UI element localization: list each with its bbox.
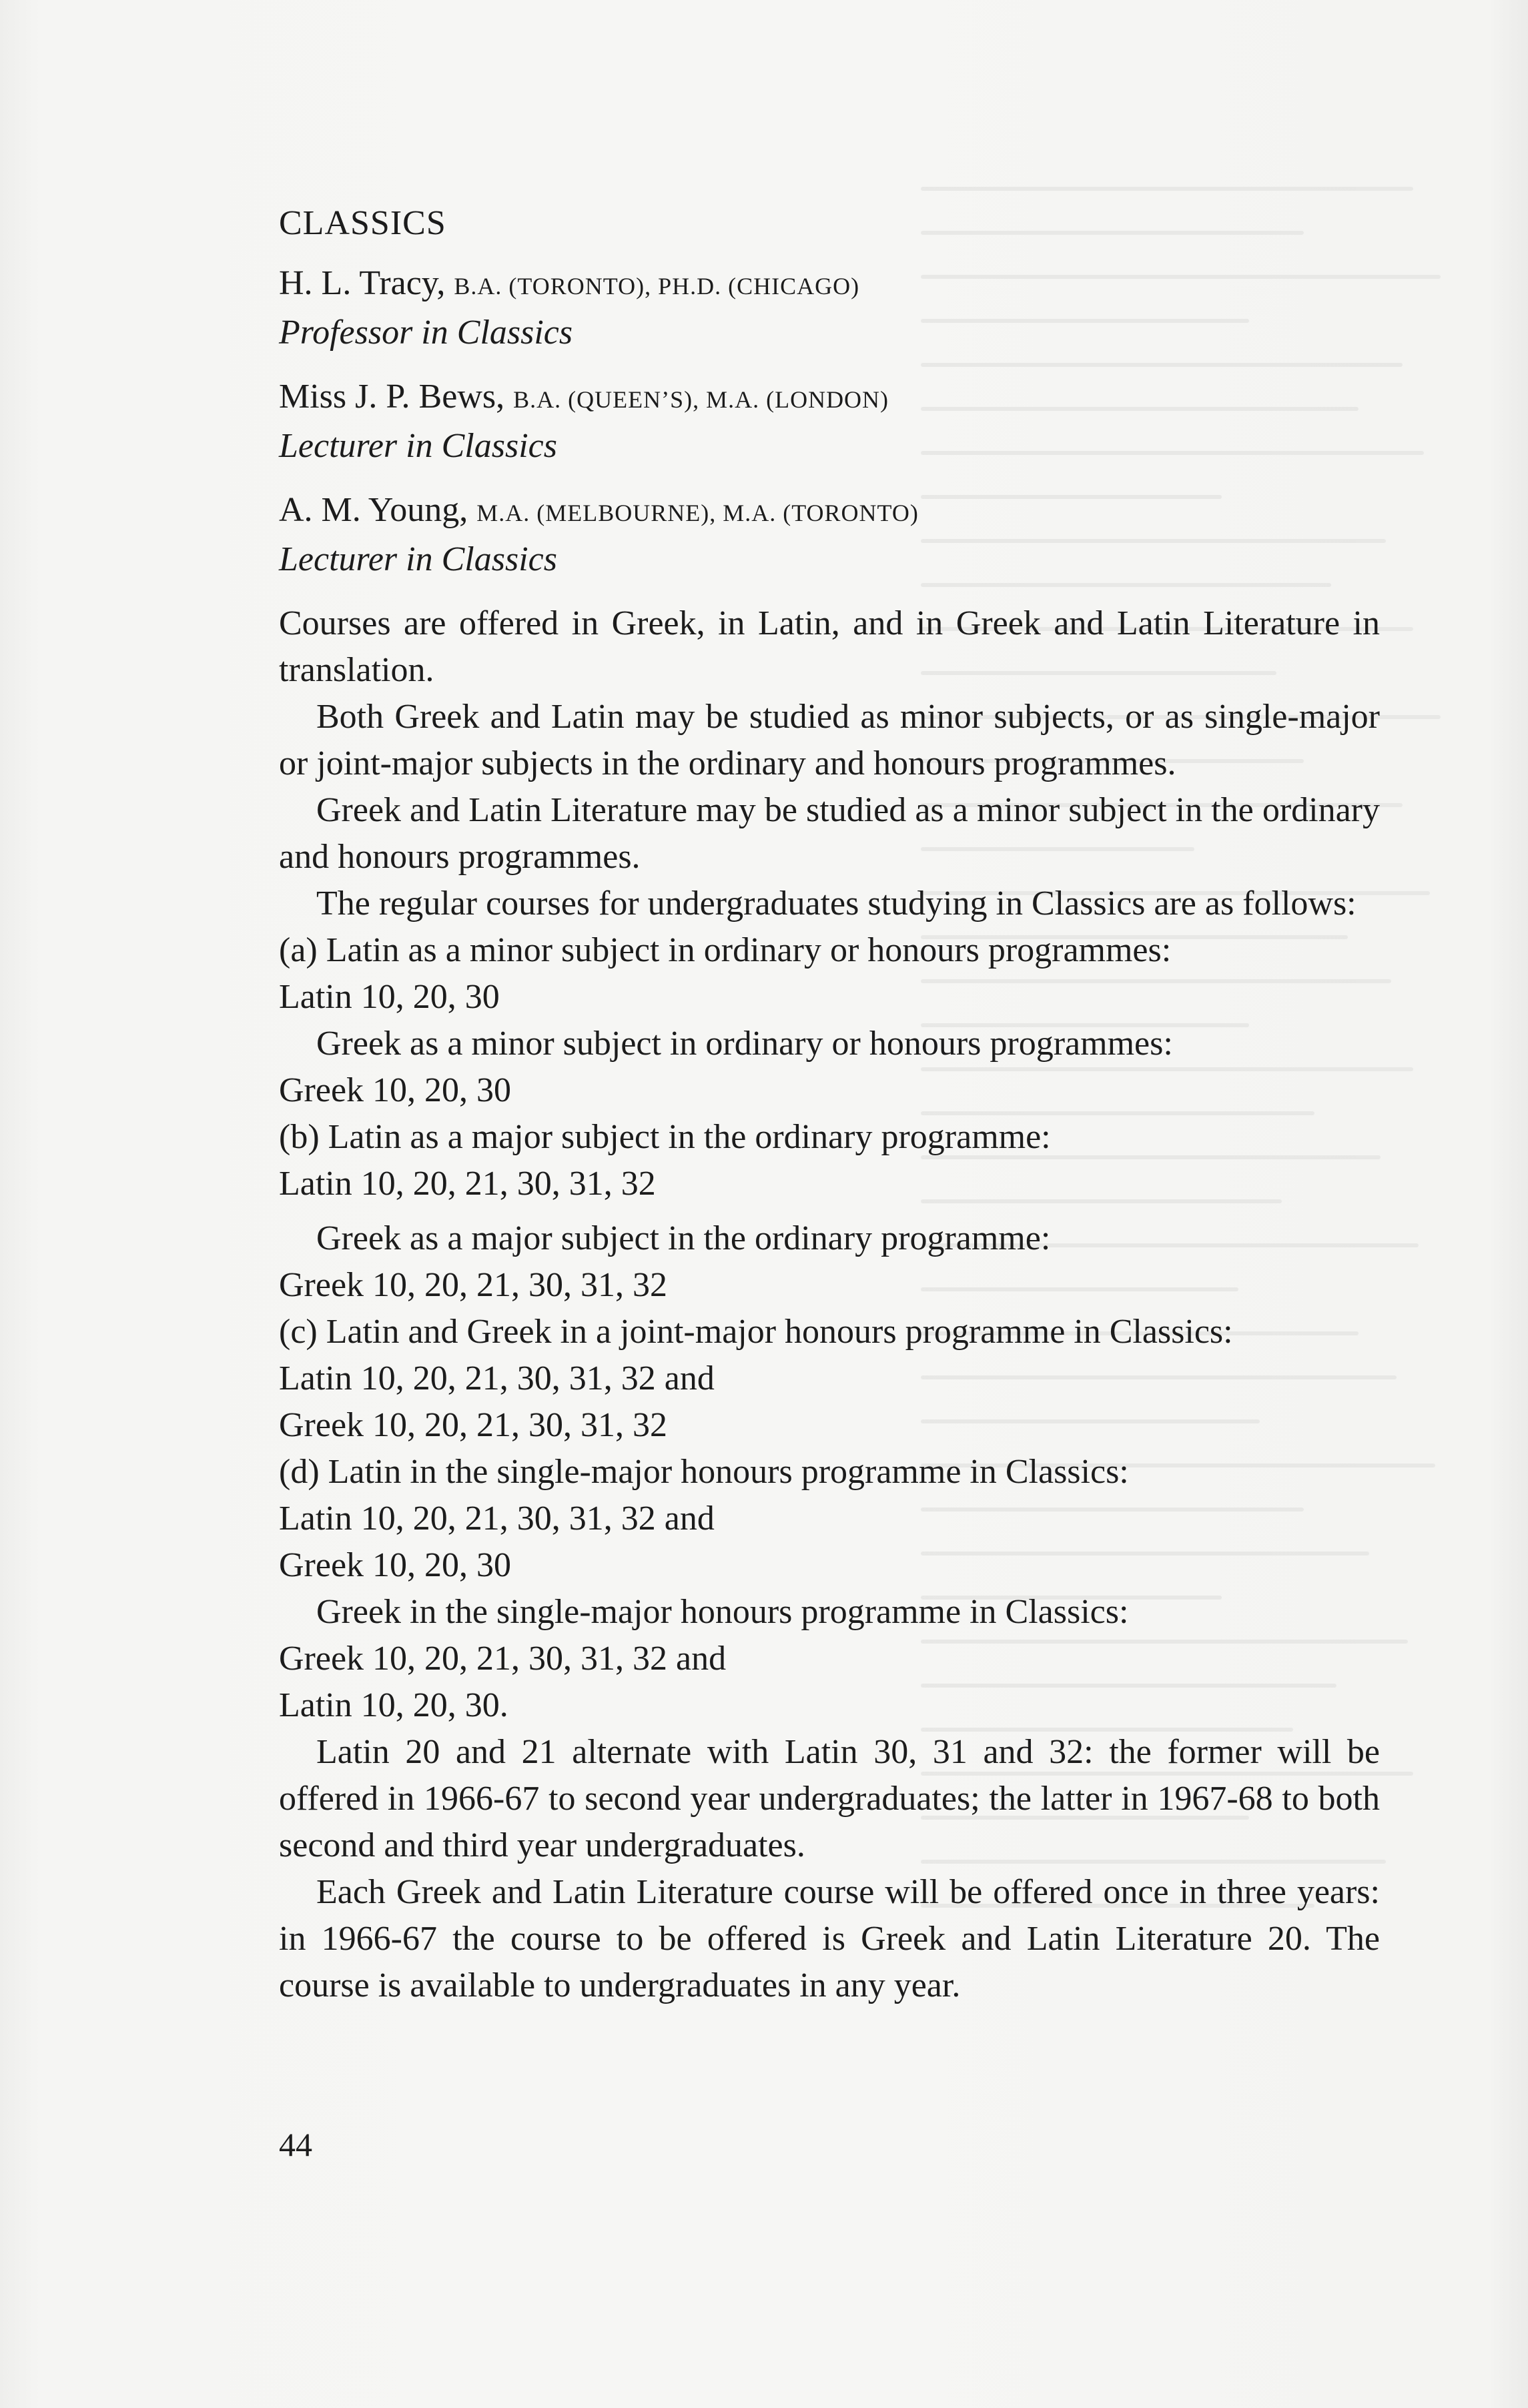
list-item-heading: (d) Latin in the single-major honours programme in Classics: bbox=[279, 1453, 1129, 1491]
staff-degrees: B.A. (TORONTO), PH.D. (CHICAGO) bbox=[454, 273, 860, 299]
staff-entry-young bbox=[279, 487, 1380, 583]
page-number: 44 bbox=[279, 2126, 312, 2163]
paragraph-alternation: Latin 20 and 21 alternate with Latin 30, 31 and 32: the former will be offered in 1966-67 to second year undergraduates; the latter in 1967-68 to both second and third year undergraduates. bbox=[279, 1733, 1380, 1864]
list-item-courses: Latin 10, 20, 30 bbox=[279, 978, 500, 1016]
list-item-heading: Greek in the single-major honours programme in Classics: bbox=[316, 1593, 1129, 1631]
staff-name-line bbox=[279, 487, 1380, 536]
staff-name: A. M. Young, bbox=[279, 491, 468, 529]
staff-degrees: B.A. (QUEEN’S), M.A. (LONDON) bbox=[513, 386, 889, 413]
list-item-courses: Greek 10, 20, 21, 30, 31, 32 bbox=[279, 1266, 668, 1304]
staff-name: Miss J. P. Bews, bbox=[279, 378, 505, 416]
section-heading: CLASSICS bbox=[279, 204, 446, 242]
list-item-courses: Latin 10, 20, 21, 30, 31, 32 and bbox=[279, 1499, 715, 1538]
paragraph-greek-latin-subjects: Both Greek and Latin may be studied as minor subjects, or as single-major or joint-major subjects in the ordinary and honours programmes. bbox=[279, 698, 1380, 782]
paragraph-literature-schedule: Each Greek and Latin Literature course will be offered once in three years: in 1966-67 the course to be offered is Greek and Latin Literature 20. The course is available to undergraduates in any year. bbox=[279, 1873, 1380, 2004]
list-item-heading: Greek as a minor subject in ordinary or honours programmes: bbox=[316, 1025, 1173, 1063]
list-item-courses: Latin 10, 20, 21, 30, 31, 32 bbox=[279, 1165, 656, 1203]
list-item-heading: (a) Latin as a minor subject in ordinary or honours programmes: bbox=[279, 931, 1172, 969]
list-item-courses: Greek 10, 20, 21, 30, 31, 32 bbox=[279, 1406, 668, 1444]
staff-name-line bbox=[279, 374, 1380, 423]
list-item-courses: Greek 10, 20, 30 bbox=[279, 1546, 512, 1584]
staff-entry-bews bbox=[279, 374, 1380, 470]
list-item-courses: Latin 10, 20, 21, 30, 31, 32 and bbox=[279, 1359, 715, 1397]
list-item-heading: (c) Latin and Greek in a joint-major honours programme in Classics: bbox=[279, 1313, 1233, 1351]
paragraph-literature-minor: Greek and Latin Literature may be studied as a minor subject in the ordinary and honours programmes. bbox=[279, 791, 1380, 876]
staff-title: Professor in Classics bbox=[279, 314, 573, 352]
paragraph-regular-courses: The regular courses for undergraduates studying in Classics are as follows: bbox=[316, 884, 1357, 923]
list-item-courses: Latin 10, 20, 30. bbox=[279, 1686, 508, 1724]
list-item-courses: Greek 10, 20, 21, 30, 31, 32 and bbox=[279, 1640, 727, 1678]
staff-degrees: M.A. (MELBOURNE), M.A. (TORONTO) bbox=[476, 500, 919, 526]
list-item-courses: Greek 10, 20, 30 bbox=[279, 1071, 512, 1109]
document-body bbox=[279, 200, 1380, 2009]
staff-title: Lecturer in Classics bbox=[279, 540, 557, 578]
staff-title: Lecturer in Classics bbox=[279, 427, 557, 465]
list-item-heading: (b) Latin as a major subject in the ordinary programme: bbox=[279, 1118, 1051, 1156]
course-list bbox=[279, 927, 1380, 1729]
intro-paragraph: Courses are offered in Greek, in Latin, and in Greek and Latin Literature in translation. bbox=[279, 604, 1380, 689]
staff-name: H. L. Tracy, bbox=[279, 264, 446, 302]
staff-entry-tracy bbox=[279, 260, 1380, 356]
staff-name-line bbox=[279, 260, 1380, 310]
list-item-heading: Greek as a major subject in the ordinary programme: bbox=[316, 1219, 1051, 1257]
